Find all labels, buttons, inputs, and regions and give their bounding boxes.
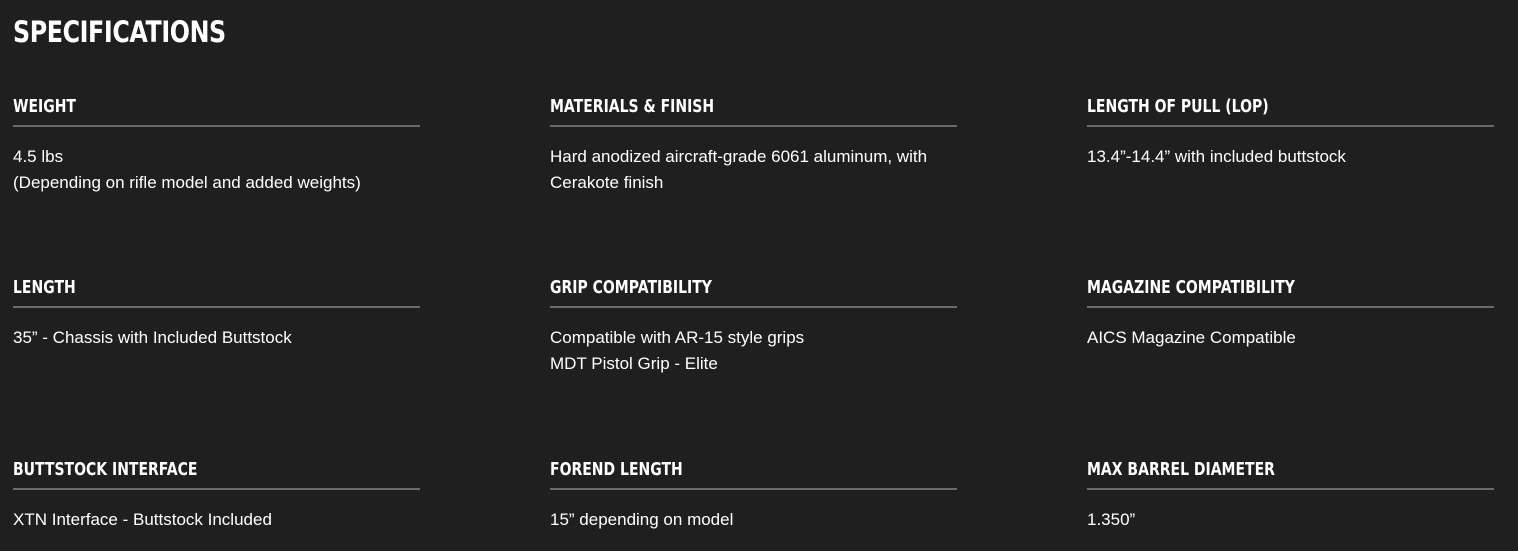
spec-value-line: Cerakote finish bbox=[550, 172, 664, 192]
spec-materials-finish bbox=[550, 95, 957, 195]
spec-value bbox=[13, 144, 420, 195]
spec-buttstock-interface bbox=[13, 458, 420, 533]
spec-label: LENGTH bbox=[13, 278, 76, 298]
spec-value bbox=[13, 325, 420, 351]
spec-value bbox=[550, 507, 957, 533]
spec-weight bbox=[13, 95, 420, 195]
spec-value bbox=[1087, 144, 1494, 170]
spec-value-line: AICS Magazine Compatible bbox=[1087, 328, 1296, 347]
spec-value bbox=[550, 325, 957, 376]
divider bbox=[13, 125, 420, 127]
divider bbox=[1087, 125, 1494, 127]
divider bbox=[1087, 488, 1494, 490]
spec-label: GRIP COMPATIBILITY bbox=[550, 278, 712, 298]
spec-value bbox=[1087, 507, 1494, 533]
spec-value bbox=[550, 144, 957, 195]
spec-label: MAX BARREL DIAMETER bbox=[1087, 460, 1275, 480]
spec-length bbox=[13, 276, 420, 351]
spec-value-line: 15” depending on model bbox=[550, 510, 734, 529]
spec-length-of-pull bbox=[1087, 95, 1494, 170]
spec-value bbox=[1087, 325, 1494, 351]
spec-value-line: 13.4”-14.4” with included buttstock bbox=[1087, 147, 1346, 166]
spec-value-line: 1.350” bbox=[1087, 510, 1136, 529]
spec-value-line: 4.5 lbs bbox=[13, 147, 64, 166]
page-title: SPECIFICATIONS bbox=[13, 15, 226, 49]
spec-magazine-compatibility bbox=[1087, 276, 1494, 351]
spec-value-line: Hard anodized aircraft-grade 6061 aluminum, with bbox=[550, 147, 928, 166]
spec-forend-length bbox=[550, 458, 957, 533]
spec-value-line: 35” - Chassis with Included Buttstock bbox=[13, 328, 292, 347]
spec-value bbox=[13, 507, 420, 533]
divider bbox=[1087, 306, 1494, 308]
spec-value-line: XTN Interface - Buttstock Included bbox=[13, 510, 272, 529]
spec-label: BUTTSTOCK INTERFACE bbox=[13, 460, 198, 480]
spec-value-line: (Depending on rifle model and added weights) bbox=[13, 172, 361, 192]
divider bbox=[550, 488, 957, 490]
spec-label: WEIGHT bbox=[13, 97, 76, 117]
divider bbox=[13, 488, 420, 490]
divider bbox=[550, 306, 957, 308]
spec-label: MAGAZINE COMPATIBILITY bbox=[1087, 278, 1295, 298]
spec-value-line: Compatible with AR-15 style grips bbox=[550, 328, 805, 347]
spec-max-barrel-diameter bbox=[1087, 458, 1494, 533]
spec-label: FOREND LENGTH bbox=[550, 460, 683, 480]
spec-value-line: MDT Pistol Grip - Elite bbox=[550, 353, 718, 373]
spec-grip-compatibility bbox=[550, 276, 957, 376]
spec-label: MATERIALS & FINISH bbox=[550, 97, 715, 117]
divider bbox=[13, 306, 420, 308]
spec-label: LENGTH OF PULL (LOP) bbox=[1087, 97, 1269, 117]
divider bbox=[550, 125, 957, 127]
